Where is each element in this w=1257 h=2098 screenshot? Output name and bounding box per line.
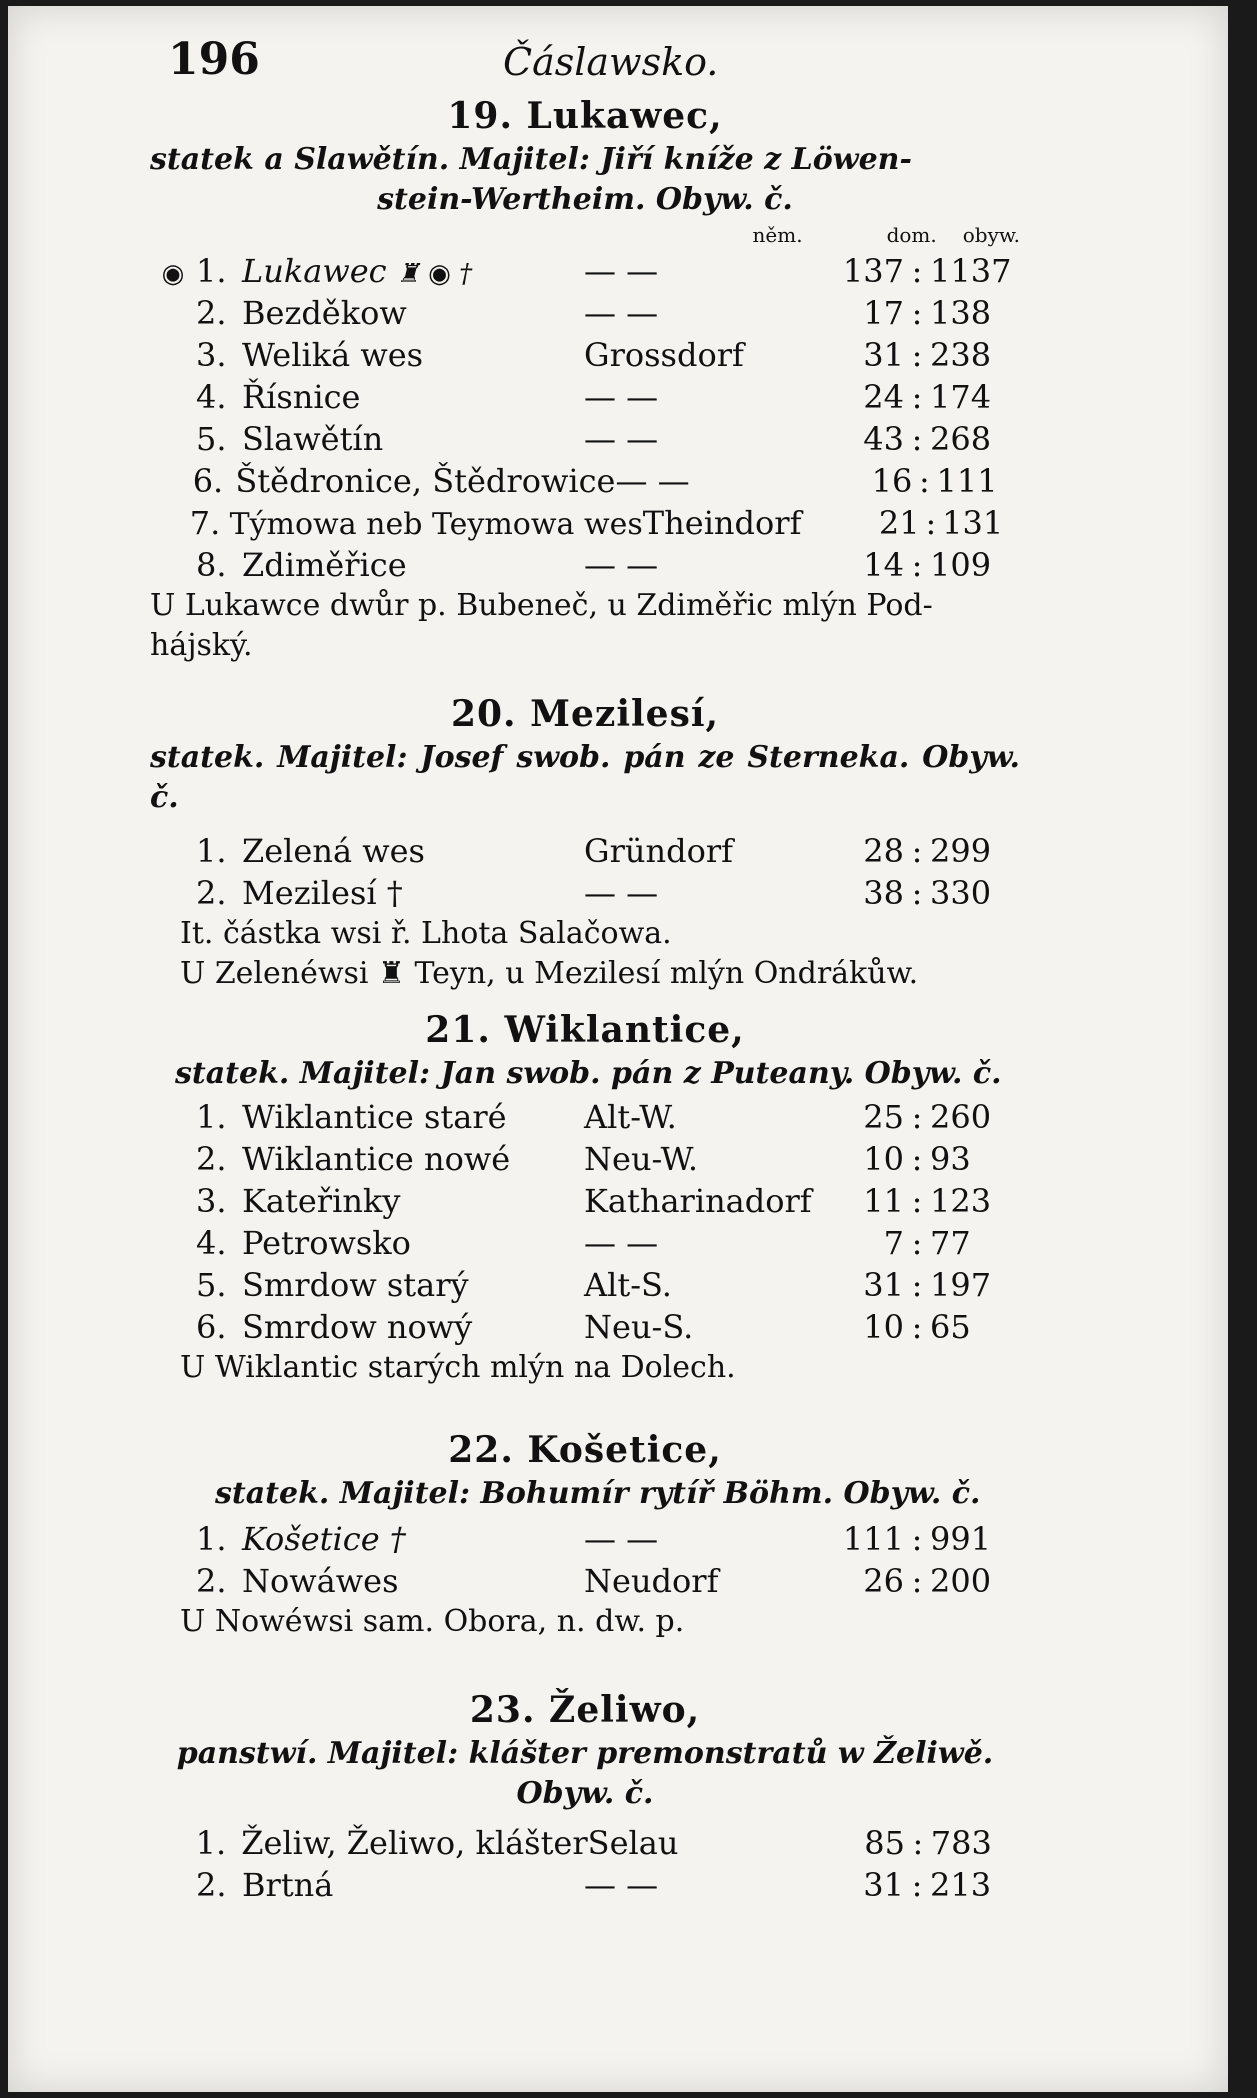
section-title: 20. Mezilesí, bbox=[450, 693, 720, 735]
place-name bbox=[242, 250, 584, 295]
german-name: Alt-W. bbox=[584, 1098, 677, 1136]
seal-icon: ◉ bbox=[161, 259, 185, 289]
population-count: 174 bbox=[930, 378, 992, 416]
german-name: — — bbox=[584, 1866, 659, 1904]
row-number: 4. bbox=[196, 378, 227, 416]
houses-count: 21 bbox=[878, 504, 920, 542]
place-name: Týmowa neb Teymowa wes bbox=[229, 507, 643, 542]
houses-count: 14 bbox=[863, 546, 904, 584]
table-row: 5. Slawětín — — 43 : 268 bbox=[150, 418, 1020, 460]
population-count: 213 bbox=[930, 1866, 992, 1904]
row-number: 2. bbox=[196, 294, 227, 332]
table-row: 1. Wiklantice staré Alt-W. 25 : 260 bbox=[150, 1096, 1020, 1138]
houses-count: 25 bbox=[863, 1098, 904, 1136]
row-number: 2. bbox=[196, 1140, 227, 1178]
houses-count: 31 bbox=[863, 1866, 904, 1904]
place-name: Bezděkow bbox=[242, 294, 407, 332]
german-name: Katharinadorf bbox=[584, 1182, 812, 1220]
place-name-text: Lukawec bbox=[242, 252, 387, 290]
german-name: — — bbox=[584, 874, 659, 912]
section-21 bbox=[150, 1006, 1020, 1388]
german-name: Grossdorf bbox=[584, 336, 744, 374]
row-number: 2. bbox=[196, 1866, 227, 1904]
section-22 bbox=[150, 1426, 1020, 1642]
table-row: 5. Smrdow starý Alt-S. 31 : 197 bbox=[150, 1264, 1020, 1306]
section-title: 19. Lukawec, bbox=[447, 95, 723, 137]
row-number: 2. bbox=[196, 874, 227, 912]
place-name: Štědronice, Štědrowice bbox=[235, 462, 616, 500]
table-row: ◉ 1. Lukawec ♜ ◉ † — — 137 : 1137 bbox=[150, 250, 1020, 292]
table-row: 2. Bezděkow — — 17 : 138 bbox=[150, 292, 1020, 334]
row-number: 6. bbox=[196, 1308, 227, 1346]
german-name: Alt-S. bbox=[584, 1266, 672, 1304]
row-number: 8. bbox=[196, 546, 227, 584]
place-name: Želiw, Želiwo, klášter bbox=[241, 1824, 588, 1862]
population-count: 330 bbox=[930, 874, 992, 912]
table-row: 1. Zelená wes Gründorf 28 : 299 bbox=[150, 830, 1020, 872]
houses-count: 31 bbox=[863, 336, 904, 374]
houses-count: 10 bbox=[863, 1308, 904, 1346]
page-number: 196 bbox=[168, 34, 260, 85]
german-name: Selau bbox=[587, 1824, 679, 1862]
note-line: U Lukawce dwůr p. Bubeneč, u Zdiměřic mlýn Pod- bbox=[150, 588, 933, 623]
place-name: Brtná bbox=[242, 1866, 334, 1904]
section-20 bbox=[150, 690, 1020, 994]
table-row: 1. Košetice † — — 111 : 991 bbox=[150, 1518, 1020, 1560]
place-name: Zelená wes bbox=[242, 832, 425, 870]
german-name: — — bbox=[584, 294, 659, 332]
note-line: It. částka wsi ř. Lhota Salačowa. bbox=[180, 916, 672, 951]
section-description bbox=[150, 1734, 1020, 1814]
place-name: Košetice † bbox=[242, 1520, 406, 1558]
houses-count: 31 bbox=[863, 1266, 904, 1304]
place-name: Zdiměřice bbox=[242, 546, 407, 584]
place-name: Weliká wes bbox=[242, 336, 424, 374]
column-header-dom: dom. bbox=[886, 223, 937, 247]
table-row: 8. Zdiměřice — — 14 : 109 bbox=[150, 544, 1020, 586]
table-row: 3. Weliká wes Grossdorf 31 : 238 bbox=[150, 334, 1020, 376]
table-row: 7. Týmowa neb Teymowa wes Theindorf 21 : 131 bbox=[150, 502, 1020, 544]
population-count: 111 bbox=[936, 462, 998, 500]
houses-count: 38 bbox=[863, 874, 904, 912]
german-name: — — bbox=[584, 1520, 659, 1558]
houses-count: 11 bbox=[863, 1182, 904, 1220]
houses-count: 17 bbox=[863, 294, 904, 332]
section-19 bbox=[150, 92, 1020, 666]
german-name: — — bbox=[584, 1224, 659, 1262]
row-number: 1. bbox=[195, 1824, 227, 1862]
row-number: 3. bbox=[196, 336, 227, 374]
row-number: 5. bbox=[196, 1266, 227, 1304]
table-row: 3. Kateřinky Katharinadorf 11 : 123 bbox=[150, 1180, 1020, 1222]
row-number: 7. bbox=[189, 504, 221, 542]
table-row: 4. Petrowsko — — 7 : 77 bbox=[150, 1222, 1020, 1264]
houses-count: 24 bbox=[863, 378, 904, 416]
table-row: 1. Želiw, Želiwo, klášter Selau 85 : 783 bbox=[150, 1822, 1020, 1864]
table-row: 2. Brtná — — 31 : 213 bbox=[150, 1864, 1020, 1906]
houses-count: 10 bbox=[863, 1140, 904, 1178]
german-name: Gründorf bbox=[584, 832, 733, 870]
houses-count: 26 bbox=[863, 1562, 904, 1600]
section-note bbox=[150, 1602, 1020, 1642]
column-headers bbox=[150, 220, 1020, 250]
column-header-nem: něm. bbox=[752, 223, 803, 247]
place-name: Kateřinky bbox=[242, 1182, 401, 1220]
population-count: 197 bbox=[930, 1266, 992, 1304]
note-line: hájský. bbox=[150, 628, 253, 663]
row-number: 1. bbox=[196, 832, 227, 870]
place-name: Řísnice bbox=[242, 378, 361, 416]
row-number: 1. bbox=[196, 252, 227, 290]
place-name: Petrowsko bbox=[242, 1224, 411, 1262]
population-count: 93 bbox=[930, 1140, 971, 1178]
running-title: Čáslawsko. bbox=[503, 40, 719, 84]
section-note bbox=[150, 1348, 1020, 1388]
description-line: statek a Slawětín. Majitel: Jiří kníže z Löwen- bbox=[150, 142, 912, 177]
place-name: Slawětín bbox=[242, 420, 384, 458]
population-count: 238 bbox=[930, 336, 992, 374]
page-header bbox=[158, 34, 1058, 94]
column-header-obyw: obyw. bbox=[962, 223, 1020, 247]
section-23 bbox=[150, 1686, 1020, 1906]
population-count: 138 bbox=[930, 294, 992, 332]
description-line: statek. Majitel: Josef swob. pán ze Sterneka. Obyw. č. bbox=[150, 740, 1020, 815]
german-name: Neu-S. bbox=[584, 1308, 694, 1346]
place-name: Mezilesí † bbox=[242, 874, 403, 912]
houses-count: 111 bbox=[842, 1520, 904, 1558]
castle-icon: ♜ ◉ † bbox=[396, 259, 473, 289]
row-number: 1. bbox=[196, 1098, 227, 1136]
german-name: — — bbox=[584, 378, 659, 416]
houses-count: 137 bbox=[842, 252, 904, 290]
population-count: 1137 bbox=[930, 252, 1012, 290]
place-name: Smrdow nowý bbox=[242, 1308, 473, 1346]
table-row: 2. Mezilesí † — — 38 : 330 bbox=[150, 872, 1020, 914]
german-name: — — bbox=[584, 420, 659, 458]
place-name: Wiklantice nowé bbox=[242, 1140, 511, 1178]
note-line: U Nowéwsi sam. Obora, n. dw. p. bbox=[180, 1604, 685, 1639]
section-description bbox=[150, 1474, 1020, 1514]
table-row: 6. Štědronice, Štědrowice — — 16 : 111 bbox=[150, 460, 1020, 502]
section-description bbox=[150, 1054, 1020, 1094]
table-row: 6. Smrdow nowý Neu-S. 10 : 65 bbox=[150, 1306, 1020, 1348]
description-line: statek. Majitel: Jan swob. pán z Puteany. Obyw. č. bbox=[175, 1056, 1002, 1091]
description-line: statek. Majitel: Bohumír rytíř Böhm. Obyw. č. bbox=[215, 1476, 981, 1511]
row-number: 3. bbox=[196, 1182, 227, 1220]
section-description bbox=[150, 140, 1020, 220]
german-name: — — bbox=[615, 462, 690, 500]
section-title: 22. Košetice, bbox=[448, 1429, 722, 1471]
population-count: 77 bbox=[930, 1224, 971, 1262]
table-row: 2. Nowáwes Neudorf 26 : 200 bbox=[150, 1560, 1020, 1602]
description-line: Obyw. č. bbox=[516, 1776, 654, 1811]
note-line: U Wiklantic starých mlýn na Dolech. bbox=[180, 1350, 736, 1385]
section-description bbox=[150, 738, 1020, 818]
german-name: — — bbox=[584, 252, 659, 290]
houses-count: 85 bbox=[864, 1824, 905, 1862]
section-note bbox=[150, 586, 1020, 666]
place-name: Wiklantice staré bbox=[242, 1098, 507, 1136]
description-line: stein-Wertheim. Obyw. č. bbox=[377, 182, 793, 217]
houses-count: 7 bbox=[883, 1224, 904, 1262]
section-title: 21. Wiklantice, bbox=[425, 1009, 745, 1051]
german-name: — — bbox=[584, 546, 659, 584]
table-row: 4. Řísnice — — 24 : 174 bbox=[150, 376, 1020, 418]
population-count: 200 bbox=[930, 1562, 992, 1600]
population-count: 65 bbox=[930, 1308, 971, 1346]
place-name: Nowáwes bbox=[242, 1562, 399, 1600]
houses-count: 28 bbox=[863, 832, 904, 870]
population-count: 299 bbox=[930, 832, 992, 870]
german-name: Theindorf bbox=[642, 504, 802, 542]
population-count: 260 bbox=[930, 1098, 992, 1136]
row-number: 5. bbox=[196, 420, 227, 458]
population-count: 783 bbox=[930, 1824, 992, 1862]
houses-count: 16 bbox=[871, 462, 913, 500]
row-number: 1. bbox=[196, 1520, 227, 1558]
population-count: 268 bbox=[930, 420, 992, 458]
place-name: Smrdow starý bbox=[242, 1266, 469, 1304]
description-line: panstwí. Majitel: klášter premonstratů w Želiwě. bbox=[176, 1736, 994, 1771]
population-count: 109 bbox=[930, 546, 992, 584]
section-note bbox=[150, 914, 1020, 994]
houses-count: 43 bbox=[863, 420, 904, 458]
row-number: 6. bbox=[192, 462, 224, 500]
german-name: Neu-W. bbox=[584, 1140, 699, 1178]
table-row: 2. Wiklantice nowé Neu-W. 10 : 93 bbox=[150, 1138, 1020, 1180]
population-count: 131 bbox=[942, 504, 1004, 542]
german-name: Neudorf bbox=[584, 1562, 719, 1600]
row-number: 2. bbox=[196, 1562, 227, 1600]
row-number: 4. bbox=[196, 1224, 227, 1262]
note-line: U Zelenéwsi ♜ Teyn, u Mezilesí mlýn Ondrákůw. bbox=[180, 956, 919, 991]
section-title: 23. Želiwo, bbox=[469, 1689, 701, 1731]
population-count: 123 bbox=[930, 1182, 992, 1220]
population-count: 991 bbox=[930, 1520, 992, 1558]
